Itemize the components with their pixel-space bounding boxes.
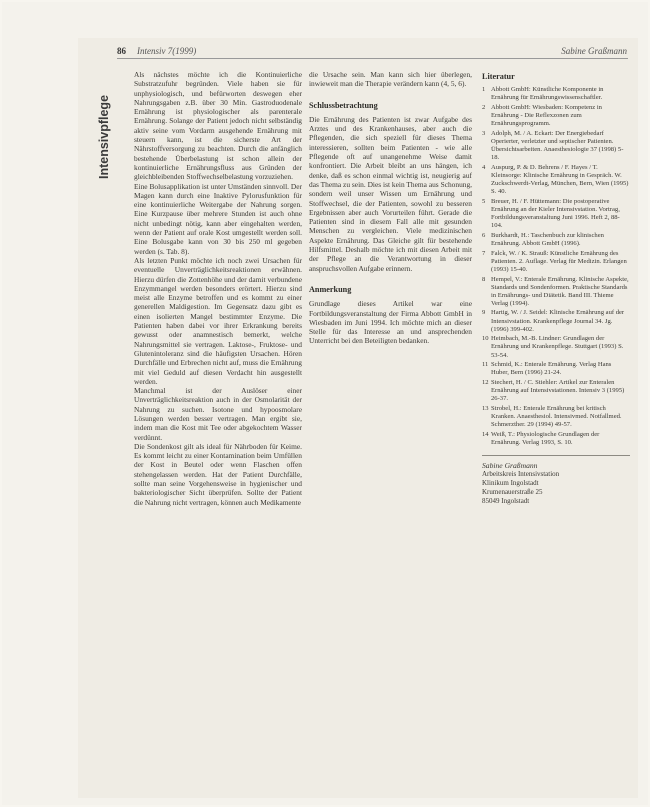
reference-text: Weiß, T.: Physiologische Grundlagen der Ernährung. Verlag 1993, S. 10. <box>491 430 600 446</box>
heading-conclusion: Schlussbetrachtung <box>309 100 378 110</box>
paragraph: die Ursache sein. Man kann sich hier überlegen, inwieweit man die Therapie verändern kann (4, 5, 6). <box>309 70 472 89</box>
reference-number: 14 <box>482 430 489 438</box>
reference-number: 4 <box>482 163 486 171</box>
paragraph: Manchmal ist der Auslöser einer Unverträglichkeitsreaktion auch in der Osmolarität der Nahrung zu suchen. Isotone und hypoosmolare Lösungen werden besser vertragen. Man ergibt sie, indem man die Kost mit Tee oder abgekochtem Wasser verdünnt. <box>134 386 302 442</box>
heading-references: Literatur <box>482 72 515 81</box>
paragraph: Die Sondenkost gilt als ideal für Nährboden für Keime. Es kommt leicht zu einer Kontamination beim Umfüllen der Kost in Beutel oder wenn Flaschen offen stehengelassen werden. Hat der Patient Durchfälle, sollte man seine Vorgehensweise in hygienischer und bakteriologischer Sicht überprüfen. Sollte der Patient die Nahrung nicht vertragen, können auch Medikamente <box>134 441 302 507</box>
reference-text: Breuer, H. / F. Hüttemann: Die postoperative Ernährung an der Kieler Intensivstation. Vortrag, Fortbildungsveranstaltung Juni 1996. Heft 2, 88-104. <box>491 197 620 230</box>
reference-list <box>482 86 630 447</box>
reference-item <box>482 250 630 274</box>
reference-item <box>482 104 630 128</box>
column-middle <box>309 70 472 346</box>
reference-text: Hempel, V.: Enterale Ernährung. Klinische Aspekte, Standards und Sondenformen. Praktische Standards in Ernährungs- und Diätetik. Band III. Thieme Verlag (1994). <box>491 275 629 307</box>
address-line: Krumenauerstraße 25 <box>482 487 543 496</box>
paragraph: Als letzten Punkt möchte ich noch zwei Ursachen für eventuelle Unverträglichkeitsreaktionen erwähnen. Hierzu dürfen die Zottenhöhe und der damit verbundene Enzymmangel werden besonders erörtert. Hierzu sind meist alle Enzyme betroffen und es kommt zu einer generellen Maldigestion. Im Gegensatz dazu gibt es einen isolierten Mangel bestimmter Enzyme. Die Patienten haben dabei vor ihrer Erkrankung bereits gewusst oder anamnestisch bemerkt, welche Nahrungsmittel sie vertragen. Laktose-, Fruktose- und Glutenintoleranz sind die häufigsten Ursachen. Hören Durchfälle und Erbrechen nicht auf, muss die Ernährung mit viel Geduld auf diesen Verdacht hin ausgestellt werden. <box>134 255 302 386</box>
section-tab-label: Intensivpflege <box>97 94 111 180</box>
reference-text: Falck, W. / K. Strauß: Künstliche Ernährung des Patienten. 2. Auflage. Verlag für Medizin. Erlangen (1993) 15-40. <box>491 249 627 273</box>
section-tab <box>96 72 112 202</box>
header-rule <box>117 58 628 59</box>
address-line: 85049 Ingolstadt <box>482 496 530 505</box>
reference-text: Adolph, M. / A. Eckart: Der Energiebedarf Operierter, verletzter und septischer Patienten. Übersichtsarbeiten. Anaesthesiologie 37 (1998) 5-18. <box>491 129 624 162</box>
reference-number: 1 <box>482 86 486 94</box>
author-address <box>482 461 630 506</box>
reference-number: 9 <box>482 309 486 317</box>
header-author: Sabine Graßmann <box>561 46 627 56</box>
reference-item <box>482 405 630 429</box>
reference-text: Heimbach, M.-B. Lindner: Grundlagen der Ernährung und Krankenpflege. Stuttgart (1993) S. 53-54. <box>491 335 624 359</box>
address-name: Sabine Graßmann <box>482 460 538 470</box>
reference-item <box>482 276 630 308</box>
paragraph: Grundlage dieses Artikel war eine Fortbildungsveranstaltung der Firma Abbott GmbH in Wiesbaden im Juni 1994. Ich möchte mich an dieser Stelle für das Interesse an und ansprechenden Unterricht bei den Beteiligten bedanken. <box>309 299 472 346</box>
reference-number: 3 <box>482 129 486 137</box>
reference-text: Strobel, H.: Enterale Ernährung bei kritisch Kranken. Anaesthesiol. Intensivmed. Notfallmed. Schmerzther. 29 (1994) 49-57. <box>491 404 622 429</box>
reference-number: 11 <box>482 361 489 369</box>
journal-title: Intensiv 7(1999) <box>137 46 197 56</box>
column-right <box>482 70 630 506</box>
reference-text: Abbott GmbH: Künstliche Komponente in Ernährung für Ernährungswissenschaftler. <box>491 86 604 102</box>
reference-text: Auspurg, P. & D. Behrens / F. Hayes / T. Kleinsorge: Klinische Ernährung in Gespräch. W. Zuckschwerdt-Verlag, München, Bern, Wien (1995) S. 40. <box>491 163 629 196</box>
reference-item <box>482 309 630 333</box>
reference-text: Stechert, H. / C. Stiehler: Artikel zur Enteralen Ernährung auf Intensivstationen. Intensiv 3 (1995) 26-37. <box>491 379 625 403</box>
reference-item <box>482 164 630 196</box>
reference-number: 8 <box>482 275 486 283</box>
reference-number: 2 <box>482 104 486 112</box>
paragraph: Als nächstes möchte ich die Kontinuierliche Substratzufuhr begründen. Viele haben sie für unphysiologisch, und befürworten deswegen eher Nahrungsgaben z.B. über 30 Min. Gastroduodenale Ernährung ist physiologischer als parenterale Ernährung. Solange der Patient jedoch nicht selbständig aktiv seine vom Vordarm ausgehende Ernährung mit steuern kann, ist die sicherste Art der Nährstoffversorgung zu beachten. Durch die anfänglich bestehende Überbelastung ist schon allein der kontinuierliche Ernährungsfluss aus Gründen der gleichbleibenden Stoffwechselbelastung vorzuziehen. <box>134 70 302 182</box>
reference-item <box>482 130 630 162</box>
paragraph: Eine Bolusapplikation ist unter Umständen sinnvoll. Der Magen kann durch eine Inaktive Pylorusfunktion für eine kontinuierliche Weitergabe der Nahrung sorgen. Eine Kurzpause über mehrere Stunden ist auch ohne nicht unbedingt nötig, kann aber eingehalten werden, wenn der Patient auf orale Kost umgestellt werden soll. Eine Bolusgabe kann von 30 bis 250 ml gegeben werden (s. Tab. 8). <box>134 181 302 256</box>
running-header <box>117 46 627 58</box>
reference-number: 7 <box>482 249 486 257</box>
reference-item <box>482 232 630 248</box>
reference-text: Burkhardt, H.: Taschenbuch zur klinischen Ernährung. Abbott GmbH (1996). <box>491 231 604 247</box>
reference-number: 13 <box>482 404 489 412</box>
address-line: Klinikum Ingolstadt <box>482 478 539 487</box>
reference-item <box>482 198 630 230</box>
reference-item <box>482 86 630 102</box>
reference-number: 12 <box>482 379 489 387</box>
reference-text: Schmid, K.: Enterale Ernährung. Verlag Hans Huber, Bern (1996) 21-24. <box>491 361 612 377</box>
heading-note: Anmerkung <box>309 284 352 294</box>
column-left <box>134 70 302 507</box>
reference-number: 6 <box>482 231 486 239</box>
address-line: Arbeitskreis Intensivstation <box>482 469 560 478</box>
reference-item <box>482 431 630 447</box>
paragraph: Die Ernährung des Patienten ist zwar Aufgabe des Arztes und des Krankenhauses, aber auch die Pflegenden, die sich speziell für dieses Thema interessieren, sollten beim Patienten - wie alle Pflegende oft auf unangenehme Weise damit konfrontiert. Die Arbeit bleibt an uns hängen, ich denke, daß es schon einmal wichtig ist, neugierig auf das Thema zu sein. Dies ist kein Thema aus Schonung, sondern weil unser Wissen um Ernährung und Stoffwechsel, die der Patienten, sowohl zu besseren Ergebnissen aber auch Vorurteilen führt. Gerade die Patienten sind in diesem Fall alle mit gesunden Menschen zu vergleichen. Viele medizinischen Aspekte Ernährung. Das Gleiche gilt für bestehende Hilfsmittel. Deshalb möchte ich mit diesen Arbeit mit der Pflege an die Verantwortung in dieser anspruchsvollen Aufgabe erinnern. <box>309 114 472 273</box>
reference-item <box>482 335 630 359</box>
reference-number: 5 <box>482 197 486 205</box>
reference-text: Abbott GmbH: Wiesbaden: Kompetenz in Ernährung - Die Reflexzonen zum Ernährungsprogramm. <box>491 104 602 128</box>
divider <box>482 455 630 456</box>
reference-item <box>482 379 630 403</box>
reference-item <box>482 361 630 377</box>
reference-text: Hartig, W. / J. Seidel: Klinische Ernährung auf der Intensivstation. Krankenpflege Journal 34. Jg. (1996) 399-402. <box>491 309 625 333</box>
reference-number: 10 <box>482 335 489 343</box>
page-number: 86 <box>117 46 126 56</box>
